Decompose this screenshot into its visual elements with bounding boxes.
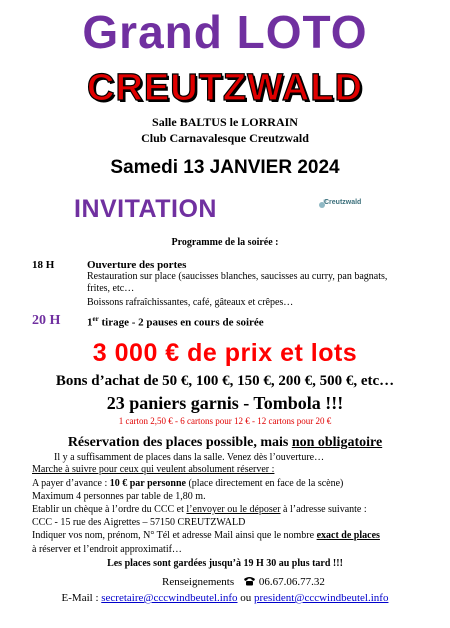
event-first-draw: 1er tirage - 2 pauses en cours de soirée [87,315,264,329]
card-prices: 1 carton 2,50 € - 6 cartons pour 12 € - 12 cartons pour 20 € [118,416,332,426]
programme-detail: Restauration sur place (saucisses blanches, saucisses au curry, pan bagnats, [87,271,388,282]
prize-headline: 3 000 € de prix et lots [92,339,358,367]
programme-detail: Boissons rafraîchissantes, café, gâteaux et crêpes… [87,297,294,308]
reservation-text: Indiquer vos nom, prénom, N° Tél et adresse Mail ainsi que le nombre exact de places [32,530,380,541]
reservation-deadline: Les places sont gardées jusqu’à 19 H 30 au plus tard !!! [107,558,343,569]
vouchers-line: Bons d’achat de 50 €, 100 €, 150 €, 200 €, 500 €, etc… [55,373,395,389]
reservation-steps-title: Marche à suivre pour ceux qui veulent absolument réserver : [32,464,275,475]
reservation-address: CCC - 15 rue des Aigrettes – 57150 CREUTZWALD [32,517,246,528]
phone-number: 06.67.06.77.32 [258,576,325,588]
email-president-link[interactable]: president@cccwindbeutel.info [254,592,389,604]
reservation-text: à réserver et l’endroit approximatif… [32,544,182,555]
time-20h: 20 H [32,313,61,328]
reservation-heading: Réservation des places possible, mais non obligatoire [67,435,383,450]
event-date: Samedi 13 JANVIER 2024 [110,157,340,178]
logo-text: Creutzwald [324,199,362,206]
club-line: Club Carnavalesque Creutzwald [141,131,309,145]
reservation-text: Maximum 4 personnes par table de 1,80 m. [32,491,206,502]
page-title: Grand LOTO [82,6,368,58]
baskets-line: 23 paniers garnis - Tombola !!! [106,393,344,413]
reservation-text: Etablir un chèque à l’ordre du CCC et l’envoyer ou le déposer à l’adresse suivante : [32,504,367,515]
reservation-text: Il y a suffisamment de places dans la salle. Venez dès l’ouverture… [54,452,325,463]
programme-title: Programme de la soirée : [171,237,279,248]
phone-icon [243,576,256,586]
event-opening: Ouverture des portes [87,259,187,271]
time-18h: 18 H [32,259,55,271]
email-secretary-link[interactable]: secretaire@cccwindbeutel.info [101,592,238,604]
invitation-heading: INVITATION [74,195,217,223]
reservation-text: A payer d’avance : 10 € par personne (place directement en face de la scène) [32,478,344,489]
info-line: Renseignements 06.67.06.77.32 [162,576,325,588]
programme-detail: frites, etc… [87,283,135,294]
email-line: E-Mail : secretaire@cccwindbeutel.info ou president@cccwindbeutel.info [61,592,389,604]
city-title: CREUTZWALD [87,67,363,109]
venue-line: Salle BALTUS le LORRAIN [152,115,298,129]
